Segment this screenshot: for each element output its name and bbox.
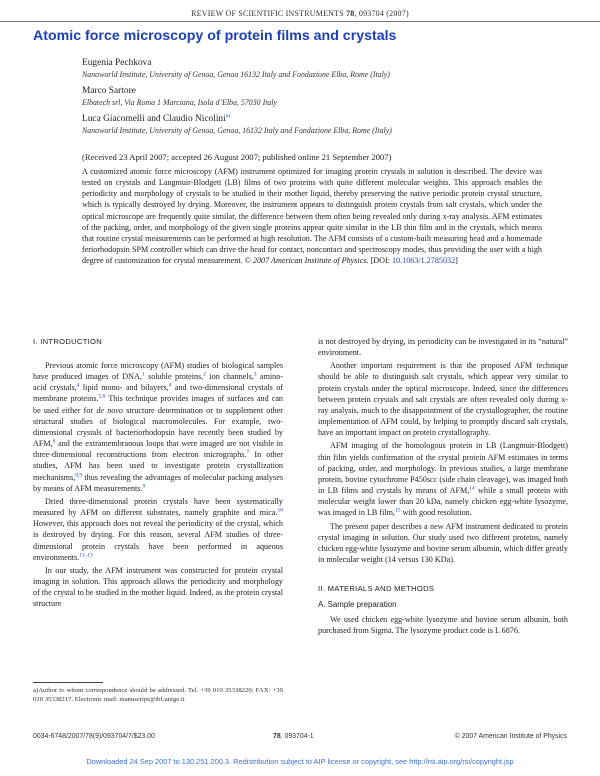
reference-link[interactable]: 5,6 [98, 393, 106, 400]
reference-link[interactable]: 8,9 [75, 471, 83, 478]
author-3: Luca Giacomelli and Claudio Nicolini$^{a)}$ [82, 112, 230, 124]
header-rule [0, 21, 600, 22]
intro-paragraph-4: Another important requirement is that the proposed AFM technique should be able to distinguish salt crystals, which appear very similar to protein crystals under the optical microscope. Indeed, since the differences between protein crystals and salt crystals are often revealed only during x-ray analysis, much to the disappointment of the crystallographer, the routine implementation of AFM could, by helping to promptly discard salt crystals, have an important impact on protein crystallography. [318, 361, 568, 438]
subsection-heading-sample-preparation: A. Sample preparation [318, 600, 397, 610]
intro-paragraph-6: The present paper describes a new AFM instrument dedicated to protein crystal imaging in solution. Our study used two different proteins, namely chicken egg-white lysozyme and bovine serum albumin, which differ greatly in molecular weight (14 versus 130 KDa). [318, 521, 568, 564]
section-heading-introduction: I. INTRODUCTION [33, 337, 103, 346]
author-2: Marco Sartore [82, 86, 136, 96]
doi-link[interactable]: 10.1063/1.2785032 [391, 256, 456, 266]
reference-link[interactable]: 4 [168, 382, 172, 389]
running-head [0, 9, 600, 18]
methods-paragraph-1: We used chicken egg-white lysozyme and bovine serum albunin, both purchased from Sigma. The lysozyme product code is L 6876. [318, 615, 568, 636]
section-heading-methods: II. MATERIALS AND METHODS [318, 584, 435, 594]
intro-paragraph-5: AFM imaging of the homologous protein in LB (Langmuir-Blodgett) thin film yields confirmation of the crystal protein AFM estimates in terms of packing, order, and morphology. In previous studies, a large membrane protein, bovine cytochrome P450scc (side chain cleavage), was imaged both in LB films and crystals by means of AFM,$^{14}$ while a small protein with molecular weight lower than 20 kDa, namely chicken egg-white lysozyme, was imaged in LB film,$^{15}$ with good resolution. [318, 441, 568, 518]
author-1: Eugenia Pechkova [82, 58, 152, 68]
footer-copyright: © 2007 American Institute of Physics [454, 733, 567, 740]
doi-suffix: ] [455, 256, 458, 266]
reference-link[interactable]: 9 [142, 483, 146, 489]
received-dates: (Received 23 April 2007; accepted 26 August 2007; published online 21 September 2007) [82, 152, 392, 162]
journal-volume: 78 [346, 9, 355, 18]
abstract-copyright: © 2007 American Institute of Physics. [244, 256, 369, 266]
affiliation-2: Elbatech srl, Via Roma 1 Marciana, Isola d’Elba, 57030 Italy [82, 98, 278, 107]
reference-link[interactable]: 2 [203, 371, 206, 378]
reference-link[interactable]: 4 [76, 382, 80, 389]
reference-link[interactable]: 7 [246, 449, 250, 456]
journal-name: REVIEW OF SCIENTIFIC INSTRUMENTS [191, 9, 344, 18]
affiliation-3: Nanoworld Institute, University of Genoa, Genoa, 16132 Italy and Fondazione Elba, Rome (Italy) [82, 126, 392, 135]
reference-link[interactable]: 15 [394, 507, 401, 514]
reference-link[interactable]: 1 [141, 371, 145, 378]
correspondence-footnote: a)Author to whom correspondence should be addressed. Tel. +39 010 35338220; FAX: +39 010 35338217. Electronic mail: manuscript@ibf.unige.it [33, 687, 283, 704]
affiliation-1: Nanoworld Institute, University of Genoa, Genoa 16132 Italy and Fondazione Elba, Rome (Italy) [82, 70, 390, 79]
author-block [82, 57, 562, 141]
footer-page-number: 78, 093704-1 [273, 733, 314, 740]
intro-paragraph-3: In our study, the AFM instrument was constructed for protein crystal imaging in solution. This approach allows the periodicity and morphology of the crystal to be studied in the mother liquid. Indeed, as the protein crystal structure [33, 565, 284, 609]
paper-title: Atomic force microscopy of protein films and crystals [33, 28, 397, 44]
reference-link[interactable]: 6 [52, 438, 56, 445]
reference-link[interactable]: 10 [277, 507, 283, 514]
intro-paragraph-1: Previous atomic force microscopy (AFM) studies of biological samples have produced images of DNA,$^1$ soluble proteins,$^2$ ion channels,$^3$ amino-acid crystals,$^4$ lipid mono- and bilayers,$^4$ and two-dimensional crystals of membrane proteins.$^{5,6}$ This technique provides images of surfaces and can be used either for de novo structure determination or to supplement other structural studies of biological macromolecules. For example, two-dimensional crystals of bacteriorhodopsin have recently been studied by AFM,$^6$ and the extramembranous loops that were imaged are not visible in three-dimensional reconstructions from electron micrographs.$^7$ In other studies, AFM has been used to investigate protein crystallization mechanisms,$^{8,9}$ thus revealing the advantages of molecular packing analyses by means of AFM measurements.$^9$ [33, 361, 284, 493]
intro-paragraph-2: Dried three-dimensional protein crystals have been systematically measured by AFM on different substrates, namely graphite and mica.$^{10}$ However, this approach does not reveal the periodicity of the crystal, which is destroyed by drying. For this reason, several AFM studies of three-dimensional protein crystals have been performed in aqueous environments.$^{11-13}$ [33, 496, 283, 562]
right-column [318, 336, 568, 636]
author-3-footnote-marker[interactable]: a) [225, 112, 230, 119]
download-notice[interactable]: Downloaded 24 Sep 2007 to 130.251.200.3. Redistribution subject to AIP license or copyright, see http://rsi.aip.org/rsi/copyright.jsp [86, 757, 514, 766]
footnote-rule [33, 682, 103, 683]
left-column [33, 336, 283, 609]
reference-link[interactable]: 14 [469, 485, 475, 492]
intro-paragraph-3-continued: is not destroyed by drying, its periodicity can be investigated in its “natural” environment. [318, 337, 568, 358]
abstract-text: A customized atomic force microscopy (AFM) instrument optimized for imaging protein crystals in solution is described. The device was tested on crystals and Langmuir-Blodgett (LB) films of two proteins with quite different molecular weights. This approach enables the periodicity and morphology of crystals to be studied in their mother liquid, thereby preserving the native periodic protein crystal structure, which is typically destroyed by drying. Moreover, the instrument appears to distinguish protein crystals from salt crystals, which under the optical microscope are frequently quite similar, the difference between them often being revealed only during x-ray analysis. AFM estimates of the packing, order, and morphology of the given single proteins appear quite similar in the LB thin film and in the crystals, which means that routine crystal measurements can be performed at high resolution. The AFM consists of a custom-built measuring head and a homemade feriorhodopsin SPM controller which can drive the head for contact, noncontact and spectroscopy modes, thus providing the user with a high degree of customization for crystal measurement. [82, 167, 542, 266]
doi-prefix: [DOI: [368, 256, 392, 266]
footer-code: 0034-6748/2007/78(9)/093704/7/$23.00 [33, 733, 155, 740]
reference-link[interactable]: 3 [253, 371, 257, 378]
abstract [82, 166, 542, 266]
reference-link[interactable]: 11–13 [79, 551, 93, 558]
article-number-year: , 093704 (2007) [354, 9, 409, 18]
